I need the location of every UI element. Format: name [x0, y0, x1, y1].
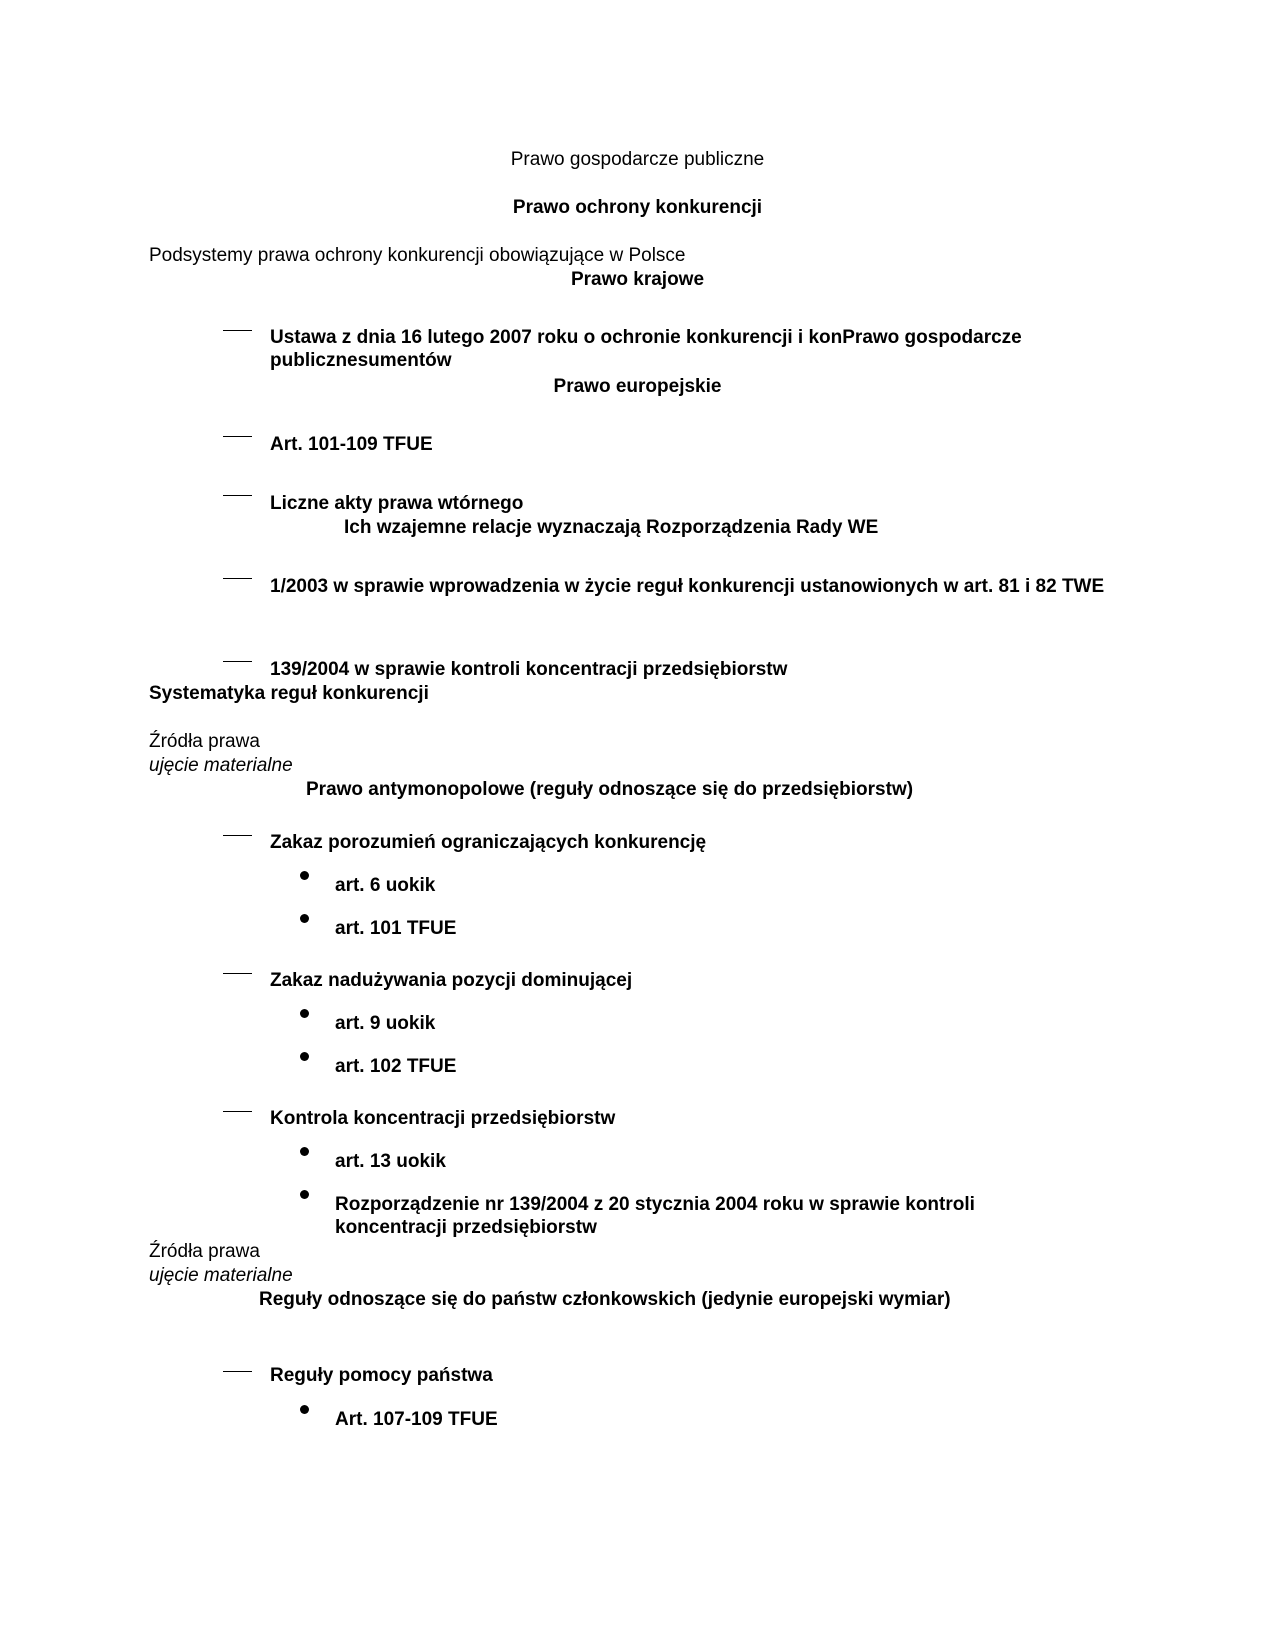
document-subtitle: Prawo ochrony konkurencji: [512, 197, 763, 218]
european-item-2: Liczne akty prawa wtórnego: [270, 493, 524, 514]
antimonopoly-group-2-title: Zakaz nadużywania pozycji dominującej: [270, 970, 633, 991]
antimonopoly-group-1-item-2: art. 101 TFUE: [335, 918, 457, 939]
regulation-item-2: 139/2004 w sprawie kontroli koncentracji przedsiębiorstw: [270, 659, 788, 680]
antimonopoly-group-3-title: Kontrola koncentracji przedsiębiorstw: [270, 1108, 616, 1129]
sources-label-2: Źródła prawa: [149, 1241, 260, 1262]
bullet-marker: [300, 1147, 309, 1156]
intro-text: Podsystemy prawa ochrony konkurencji obowiązujące w Polsce: [149, 245, 686, 266]
antimonopoly-group-1-item-1: art. 6 uokik: [335, 875, 436, 896]
state-aid-group-1-item-1: Art. 107-109 TFUE: [335, 1409, 498, 1430]
national-item-1: Ustawa z dnia 16 lutego 2007 roku o ochronie konkurencji i konPrawo gospodarcze publicznesumentów: [270, 327, 1022, 371]
material-label-2: ujęcie materialne: [149, 1265, 293, 1286]
dash-marker: [223, 578, 252, 579]
antimonopoly-group-1-title: Zakaz porozumień ograniczających konkurencję: [270, 832, 707, 853]
dash-marker: [223, 835, 252, 836]
section-national-heading: Prawo krajowe: [570, 269, 705, 290]
bullet-marker: [300, 1009, 309, 1018]
antimonopoly-group-3-item-1: art. 13 uokik: [335, 1151, 446, 1172]
antimonopoly-heading: Prawo antymonopolowe (reguły odnoszące się do przedsiębiorstw): [306, 779, 914, 800]
bullet-marker: [300, 871, 309, 880]
state-aid-group-1-title: Reguły pomocy państwa: [270, 1365, 493, 1386]
dash-marker: [223, 973, 252, 974]
member-states-heading: Reguły odnoszące się do państw członkowskich (jedynie europejski wymiar): [259, 1289, 951, 1310]
dash-marker: [223, 330, 252, 331]
dash-marker: [223, 1371, 252, 1372]
sources-label: Źródła prawa: [149, 731, 260, 752]
dash-marker: [223, 661, 252, 662]
dash-marker: [223, 495, 252, 496]
antimonopoly-group-2-item-1: art. 9 uokik: [335, 1013, 436, 1034]
antimonopoly-group-3-item-2: Rozporządzenie nr 139/2004 z 20 stycznia 2004 roku w sprawie kontroli koncentracji przedsiębiorstw: [335, 1194, 975, 1238]
section-european-heading: Prawo europejskie: [553, 376, 722, 397]
european-item-1: Art. 101-109 TFUE: [270, 434, 433, 455]
bullet-marker: [300, 914, 309, 923]
bullet-marker: [300, 1405, 309, 1414]
dash-marker: [223, 1111, 252, 1112]
document-title: Prawo gospodarcze publiczne: [510, 149, 765, 170]
systematics-heading: Systematyka reguł konkurencji: [149, 683, 429, 704]
bullet-marker: [300, 1052, 309, 1061]
antimonopoly-group-2-item-2: art. 102 TFUE: [335, 1056, 457, 1077]
relations-note: Ich wzajemne relacje wyznaczają Rozporządzenia Rady WE: [344, 517, 879, 538]
material-label: ujęcie materialne: [149, 755, 293, 776]
bullet-marker: [300, 1190, 309, 1199]
regulation-item-1: 1/2003 w sprawie wprowadzenia w życie reguł konkurencji ustanowionych w art. 81 i 82 TWE: [270, 576, 1105, 597]
dash-marker: [223, 436, 252, 437]
